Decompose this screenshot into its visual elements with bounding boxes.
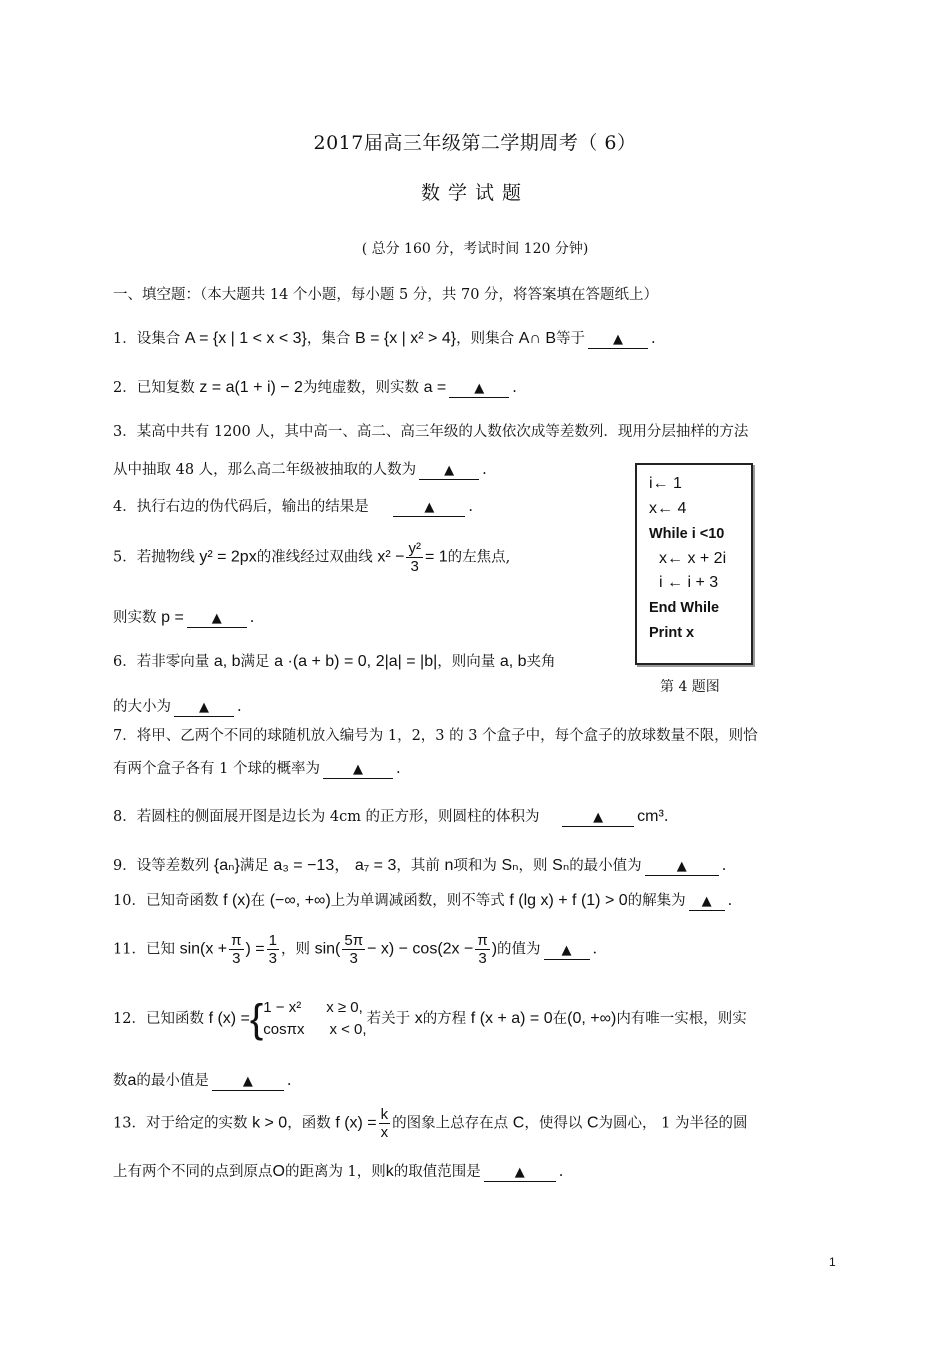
answer-blank: ▲ <box>174 700 234 717</box>
answer-blank: ▲ <box>419 463 479 480</box>
pseudocode-line: i← 1 <box>649 475 682 492</box>
answer-blank: ▲ <box>562 810 634 827</box>
set-a: A = {x | 1 < x < 3} <box>184 330 307 347</box>
question-11: 11．已知 sin(x + $\frac{\pi}{3}$ ) = $\frac{1}{3}$ ，则 sin( $\frac{5\pi}{3}$ − x) − cos(2x − $\frac{\pi}{3}$ )的值为 ▲ . <box>113 932 598 967</box>
pseudocode-line: While i <10 <box>649 526 725 542</box>
question-4: 4．执行右边的伪代码后，输出的结果是 ▲ . <box>113 499 473 515</box>
question-7: 7．将甲、乙两个不同的球随机放入编号为 1，2，3 的 3 个盒子中，每个盒子的放球数量不限，则恰 <box>113 728 758 744</box>
answer-blank: ▲ <box>323 762 393 779</box>
page-title: 2017届高三年级第二学期周考（ 6） <box>313 132 637 154</box>
answer-blank: ▲ <box>645 859 719 876</box>
set-b: B = {x | x² > 4} <box>354 330 457 347</box>
answer-blank: ▲ <box>212 1074 284 1091</box>
question-6: 6．若非零向量 a, b满足 a ·(a + b) = 0, 2|a| = |b|，则向量 a, b夹角 <box>113 653 556 670</box>
section-heading: 一、填空题：（本大题共 14 个小题，每小题 5 分，共 70 分，将答案填在答题纸上） <box>113 287 659 303</box>
question-1: 1．设集合 A = {x | 1 < x < 3}，集合 B = {x | x² > 4}，则集合 A∩ B等于 ▲ . <box>113 330 656 347</box>
question-9: 9．设等差数列 {aₙ}满足 a₃ = −13， a₇ = 3，其前 n项和为 Sₙ，则 Sₙ的最小值为 ▲ . <box>113 857 727 874</box>
page-number: 1 <box>829 1255 836 1269</box>
question-13-line2: 上有两个不同的点到原点O的距离为 1，则k的取值范围是 ▲ . <box>113 1163 564 1180</box>
question-10: 10．已知奇函数 f (x)在 (−∞, +∞)上为单调减函数，则不等式 f (lg x) + f (1) > 0的解集为 ▲ . <box>113 892 733 909</box>
answer-blank: ▲ <box>484 1165 556 1182</box>
question-8: 8．若圆柱的侧面展开图是边长为 4cm 的正方形，则圆柱的体积为 ▲ cm³. <box>113 808 669 825</box>
question-13: 13．对于给定的实数 k > 0，函数 f (x) = $\frac{k}{x}$ 的图象上总存在点 C，使得以 C为圆心， 1 为半径的圆 <box>113 1106 748 1141</box>
pseudocode-box <box>635 463 753 665</box>
answer-blank: ▲ <box>449 381 509 398</box>
question-12-line2: 数a的最小值是 ▲ . <box>113 1072 292 1089</box>
question-3: 3．某高中共有 1200 人，其中高一、高二、高三年级的人数依次成等差数列．现用分层抽样的方法 <box>113 424 749 440</box>
pseudocode-line: i ← i + 3 <box>659 574 719 591</box>
pseudocode-line: End While <box>649 600 720 616</box>
question-5: 5．若抛物线 y² = 2px的准线经过双曲线 x² − $\frac{\text{y²}}{3}$ = 1的左焦点, <box>113 540 511 575</box>
question-2: 2．已知复数 z = a(1 + i) − 2为纯虚数，则实数 a = ▲ . <box>113 379 517 396</box>
pseudocode-line: Print x <box>649 625 695 641</box>
answer-blank: ▲ <box>588 332 648 349</box>
answer-blank: ▲ <box>187 611 247 628</box>
question-6-line2: 的大小为 ▲ . <box>113 699 242 715</box>
answer-blank: ▲ <box>393 500 465 517</box>
exam-info: ( 总分 160 分，考试时间 120 分钟) <box>361 241 589 257</box>
question-5-line2: 则实数 p = ▲ . <box>113 609 255 626</box>
figure-caption: 第 4 题图 <box>660 679 720 695</box>
question-7-line2: 有两个盒子各有 1 个球的概率为 ▲ . <box>113 761 401 777</box>
question-3-line2: 从中抽取 48 人，那么高二年级被抽取的人数为 ▲ . <box>113 462 487 478</box>
pseudocode-line: x← x + 2i <box>659 550 727 567</box>
pseudocode-line: x← 4 <box>649 500 687 517</box>
page-subtitle: 数学试题 <box>420 182 529 204</box>
answer-blank: ▲ <box>689 894 725 911</box>
answer-blank: ▲ <box>544 943 590 960</box>
question-12: 12．已知函数 f (x) ={ 1 − x² x ≥ 0, cosπx x < 0, 若关于 x的方程 f (x + a) = 0在(0, +∞)内有唯一实根，则实 <box>113 997 747 1041</box>
